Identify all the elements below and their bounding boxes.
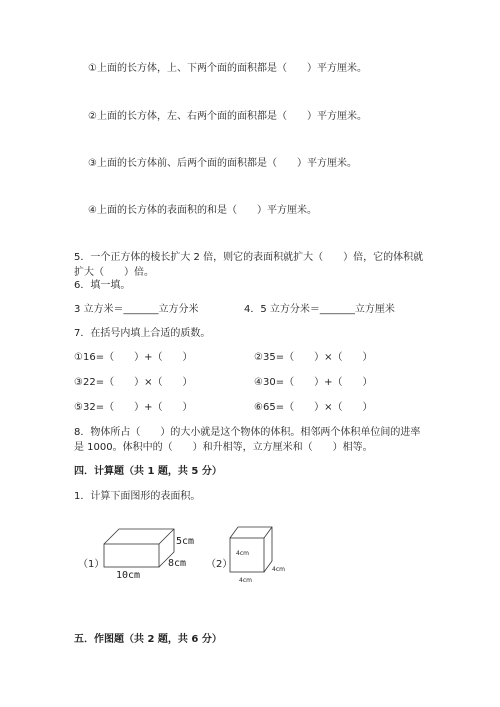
cuboid-height-label: 5cm [176, 536, 195, 547]
q7-item-4: ④30=（ ）+（ ） [254, 377, 373, 388]
cuboid-front-face [104, 544, 159, 567]
q7-item-3: ③22=（ ）×（ ） [74, 377, 193, 388]
cuboid-depth-label: 8cm [168, 558, 187, 569]
section-4-q1: 1．计算下面图形的表面积。 [74, 491, 201, 502]
q4-item-2: ②上面的长方体，左、右两个面的面积都是（ ）平方厘米。 [88, 111, 367, 122]
q4-item-4: ④上面的长方体的表面积的和是（ ）平方厘米。 [88, 205, 317, 216]
q5-line-2: 扩大（ ）倍。 [74, 267, 154, 278]
q4-item-1: ①上面的长方体，上、下两个面的面积都是（ ）平方厘米。 [88, 63, 367, 74]
q6-title: 6．填一填。 [74, 280, 131, 291]
q5-line-1: 5．一个正方体的棱长扩大 2 倍，则它的表面积就扩大（ ）倍，它的体积就 [74, 252, 424, 263]
q7-item-2: ②35=（ ）×（ ） [254, 352, 373, 363]
q6-item-b: 4．5 立方分米＝_______立方厘米 [244, 304, 395, 315]
figure-2-label: （2） [206, 559, 233, 570]
cuboid-figure [104, 529, 174, 567]
q7-item-1: ①16=（ ）+（ ） [74, 352, 193, 363]
q8-line-2: 是 1000。体积中的（ ）和升相等，立方厘米和（ ）相等。 [74, 442, 373, 453]
q7-item-6: ⑥65=（ ）×（ ） [254, 402, 373, 413]
q7-item-5: ⑤32=（ ）+（ ） [74, 402, 193, 413]
figure-1-label: （1） [78, 559, 105, 570]
cube-front-label: 4cm [236, 550, 249, 557]
cube-top-right-edge [264, 527, 272, 538]
section-5-title: 五．作图题（共 2 题，共 6 分） [74, 634, 222, 645]
q8-line-1: 8．物体所占（ ）的大小就是这个物体的体积。相邻两个体积单位间的进率 [74, 427, 421, 438]
q6-item-a: 3 立方米＝_______立方分米 [74, 304, 199, 315]
cuboid-back-edges [104, 529, 174, 567]
q4-item-3: ③上面的长方体前、后两个面的面积都是（ ）平方厘米。 [88, 158, 357, 169]
cube-side-label: 4cm [272, 566, 285, 573]
cuboid-length-label: 10cm [116, 570, 141, 581]
cube-bottom-label: 4cm [239, 577, 252, 584]
section-4-title: 四．计算题（共 1 题，共 5 分） [74, 466, 222, 477]
cuboid-top-right-edge [159, 529, 174, 544]
q7-title: 7．在括号内填上合适的质数。 [74, 328, 211, 339]
